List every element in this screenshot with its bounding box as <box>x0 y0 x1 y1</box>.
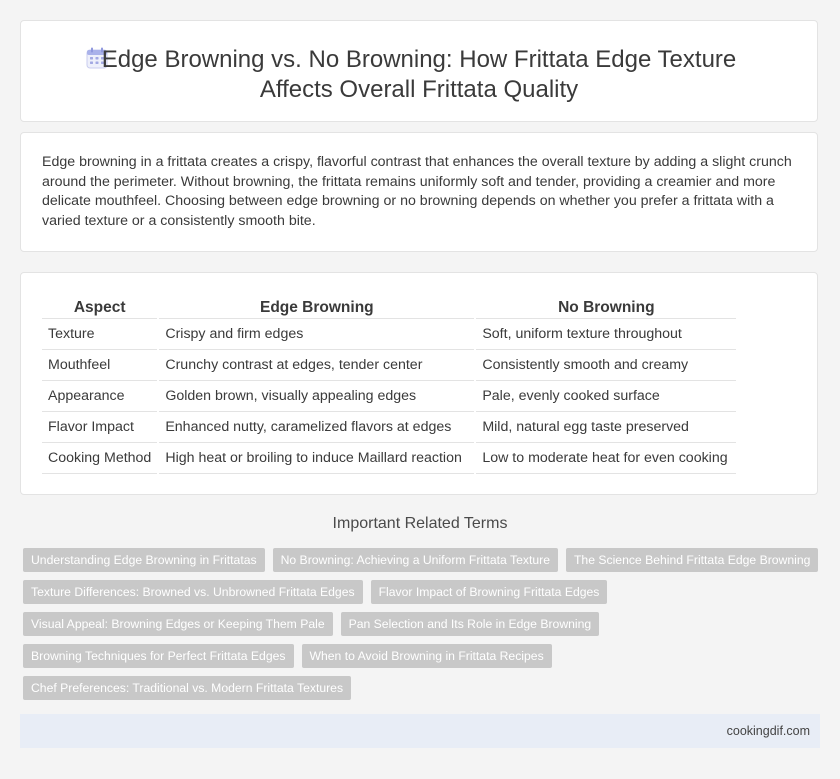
table-cell: Crispy and firm edges <box>158 319 475 350</box>
table-cell: High heat or broiling to induce Maillard reaction <box>158 443 475 474</box>
table-header-row <box>42 296 736 319</box>
footer-site-link[interactable]: cookingdif.com <box>726 724 810 738</box>
related-term-tag[interactable]: Visual Appeal: Browning Edges or Keeping Them Pale <box>23 612 333 636</box>
related-terms-title: Important Related Terms <box>332 515 508 532</box>
title-card <box>20 20 818 122</box>
header-edge-browning: Edge Browning <box>158 296 475 319</box>
related-term-tag[interactable]: When to Avoid Browning in Frittata Recipes <box>302 644 552 668</box>
related-term-tag[interactable]: Chef Preferences: Traditional vs. Modern Frittata Textures <box>23 676 351 700</box>
header-no-browning: No Browning <box>475 296 736 319</box>
table-cell: Texture <box>42 319 158 350</box>
table-cell: Pale, evenly cooked surface <box>475 381 736 412</box>
related-term-tag[interactable]: Texture Differences: Browned vs. Unbrowned Frittata Edges <box>23 580 363 604</box>
intro-card <box>20 132 818 252</box>
table-row <box>42 381 736 412</box>
table-row <box>42 350 736 381</box>
header-aspect: Aspect <box>42 296 158 319</box>
footer <box>20 714 820 748</box>
related-terms-list <box>23 548 823 700</box>
page-title-line-2: Affects Overall Frittata Quality <box>259 76 579 103</box>
table-cell: Low to moderate heat for even cooking <box>475 443 736 474</box>
table-cell: Mouthfeel <box>42 350 158 381</box>
table-cell: Enhanced nutty, caramelized flavors at edges <box>158 412 475 443</box>
table-cell: Appearance <box>42 381 158 412</box>
table-cell: Crunchy contrast at edges, tender center <box>158 350 475 381</box>
related-term-tag[interactable]: The Science Behind Frittata Edge Browning <box>566 548 818 572</box>
page-title <box>21 45 817 105</box>
table-cell: Mild, natural egg taste preserved <box>475 412 736 443</box>
page-title-line-1: Edge Browning vs. No Browning: How Frittata Edge Texture <box>101 46 737 73</box>
related-term-tag[interactable]: No Browning: Achieving a Uniform Frittata Texture <box>273 548 558 572</box>
related-term-tag[interactable]: Understanding Edge Browning in Frittatas <box>23 548 265 572</box>
table-row <box>42 319 736 350</box>
related-term-tag[interactable]: Pan Selection and Its Role in Edge Browning <box>341 612 600 636</box>
table-row <box>42 443 736 474</box>
related-term-tag[interactable]: Flavor Impact of Browning Frittata Edges <box>371 580 608 604</box>
related-term-tag[interactable]: Browning Techniques for Perfect Frittata Edges <box>23 644 294 668</box>
table-cell: Cooking Method <box>42 443 158 474</box>
table-cell: Flavor Impact <box>42 412 158 443</box>
comparison-table <box>42 296 736 474</box>
intro-paragraph: Edge browning in a frittata creates a crispy, flavorful contrast that enhances the overall texture by adding a slight crunch around the perimeter. Without browning, the frittata remains uniformly soft and tender, providing a creamier and more delicate mouthfeel. Choosing between edge browning or no browning depends on whether you prefer a frittata with a varied texture or a consistently smooth bite. <box>42 154 792 229</box>
table-row <box>42 412 736 443</box>
table-cell: Soft, uniform texture throughout <box>475 319 736 350</box>
table-cell: Consistently smooth and creamy <box>475 350 736 381</box>
comparison-card <box>20 272 818 495</box>
table-cell: Golden brown, visually appealing edges <box>158 381 475 412</box>
